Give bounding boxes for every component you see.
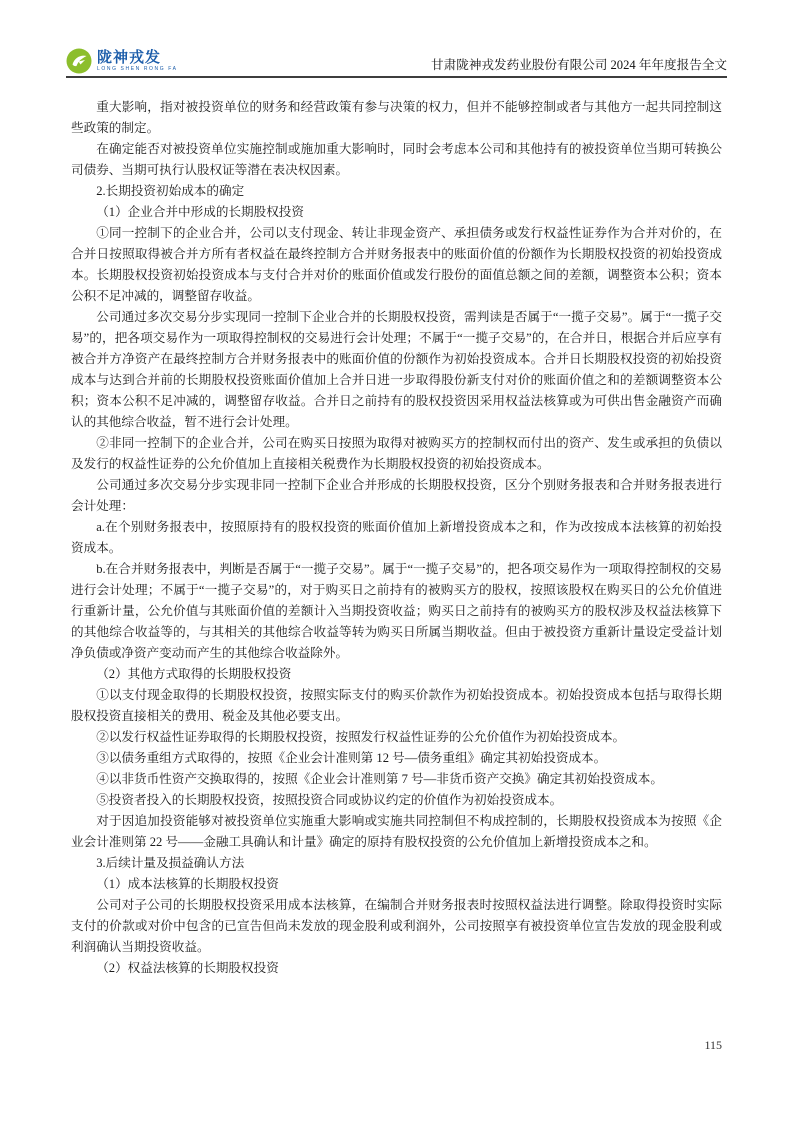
paragraph: ②非同一控制下的企业合并，公司在购买日按照为取得对被购买方的控制权而付出的资产、发生或承担的负债以及发行的权益性证券的公允价值加上直接相关税费作为长期股权投资的初始投资成本。 — [71, 436, 722, 471]
paragraph: 公司对子公司的长期股权投资采用成本法核算，在编制合并财务报表时按照权益法进行调整。除取得投资时实际支付的价款或对价中包含的已宣告但尚未发放的现金股利或利润外，公司按照享有被投资单位宣告发放的现金股利或利润确认当期投资收益。 — [71, 898, 722, 954]
paragraph: ①同一控制下的企业合并，公司以支付现金、转让非现金资产、承担债务或发行权益性证券作为合并对价的，在合并日按照取得被合并方所有者权益在最终控制方合并财务报表中的账面价值的份额作为长期股权投资的初始投资成本。长期股权投资初始投资成本与支付合并对价的账面价值或发行股份的面值总额之间的差额，调整资本公积；资本公积不足冲减的，调整留存收益。 — [71, 226, 722, 303]
paragraph: ④以非货币性资产交换取得的，按照《企业会计准则第 7 号—非货币资产交换》确定其初始投资成本。 — [96, 772, 663, 786]
paragraph: （1）成本法核算的长期股权投资 — [96, 877, 279, 891]
company-brand — [66, 48, 178, 74]
paragraph: ③以债务重组方式取得的，按照《企业会计准则第 12 号—债务重组》确定其初始投资成本。 — [96, 751, 607, 765]
document-title: 甘肃陇神戎发药业股份有限公司 2024 年年度报告全文 — [431, 58, 727, 72]
company-brand-name-cn: 陇神戎发 — [97, 49, 162, 66]
paragraph: 2.长期投资初始成本的确定 — [96, 184, 245, 198]
paragraph: （2）其他方式取得的长期股权投资 — [96, 667, 292, 681]
paragraph: a.在个别财务报表中，按照原持有的股权投资的账面价值加上新增投资成本之和，作为改按成本法核算的初始投资成本。 — [71, 520, 722, 555]
paragraph: ⑤投资者投入的长期股权投资，按照投资合同或协议约定的价值作为初始投资成本。 — [96, 793, 563, 807]
paragraph: 公司通过多次交易分步实现同一控制下企业合并的长期股权投资，需判读是否属于“一揽子交易”。属于“一揽子交易”的，把各项交易作为一项取得控制权的交易进行会计处理；不属于“一揽子交易”的，在合并日，根据合并后应享有被合并方净资产在最终控制方合并财务报表中的账面价值的份额作为初始投资成本。合并日长期股权投资的初始投资成本与达到合并前的长期股权投资账面价值加上合并日进一步取得股份新支付对价的账面价值之和的差额调整资本公积；资本公积不足冲减的，调整留存收益。合并日之前持有的股权投资因采用权益法核算或为可供出售金融资产而确认的其他综合收益，暂不进行会计处理。 — [71, 310, 722, 429]
paragraph: ①以支付现金取得的长期股权投资，按照实际支付的购买价款作为初始投资成本。初始投资成本包括与取得长期股权投资直接相关的费用、税金及其他必要支出。 — [71, 688, 722, 723]
paragraph: 重大影响，指对被投资单位的财务和经营政策有参与决策的权力，但并不能够控制或者与其他方一起共同控制这些政策的制定。 — [71, 100, 722, 135]
document-body — [71, 97, 722, 979]
header-divider — [66, 76, 727, 78]
paragraph: 公司通过多次交易分步实现非同一控制下企业合并形成的长期股权投资，区分个别财务报表和合并财务报表进行会计处理： — [71, 478, 722, 513]
paragraph: （1）企业合并中形成的长期股权投资 — [96, 205, 304, 219]
page-footer — [66, 1038, 722, 1053]
paragraph: 3.后续计量及损益确认方法 — [96, 856, 245, 870]
company-brand-text — [97, 50, 178, 72]
paragraph: b.在合并财务报表中，判断是否属于“一揽子交易”。属于“一揽子交易”的，把各项交易作为一项取得控制权的交易进行会计处理；不属于“一揽子交易”的，对于购买日之前持有的被购买方的股权，按照该股权在购买日的公允价值进行重新计量，公允价值与其账面价值的差额计入当期投资收益；购买日之前持有的被购买方的股权涉及权益法核算下的其他综合收益等的，与其相关的其他综合收益等转为购买日所属当期收益。但由于被投资方重新计量设定受益计划净负债或净资产变动而产生的其他综合收益除外。 — [71, 562, 722, 660]
company-brand-name-en: LONG SHEN RONG FA — [97, 66, 178, 72]
page-header — [66, 42, 727, 74]
page-number: 115 — [704, 1038, 722, 1052]
company-logo-icon — [66, 48, 92, 74]
paragraph: ②以发行权益性证券取得的长期股权投资，按照发行权益性证券的公允价值作为初始投资成本。 — [96, 730, 626, 744]
paragraph: 在确定能否对被投资单位实施控制或施加重大影响时，同时会考虑本公司和其他持有的被投资单位当期可转换公司债券、当期可执行认股权证等潜在表决权因素。 — [71, 142, 722, 177]
paragraph: 对于因追加投资能够对被投资单位实施重大影响或实施共同控制但不构成控制的，长期股权投资成本为按照《企业会计准则第 22 号——金融工具确认和计量》确定的原持有股权投资的公允价值加上新增投资成本之和。 — [71, 814, 722, 849]
paragraph: （2）权益法核算的长期股权投资 — [96, 961, 279, 975]
